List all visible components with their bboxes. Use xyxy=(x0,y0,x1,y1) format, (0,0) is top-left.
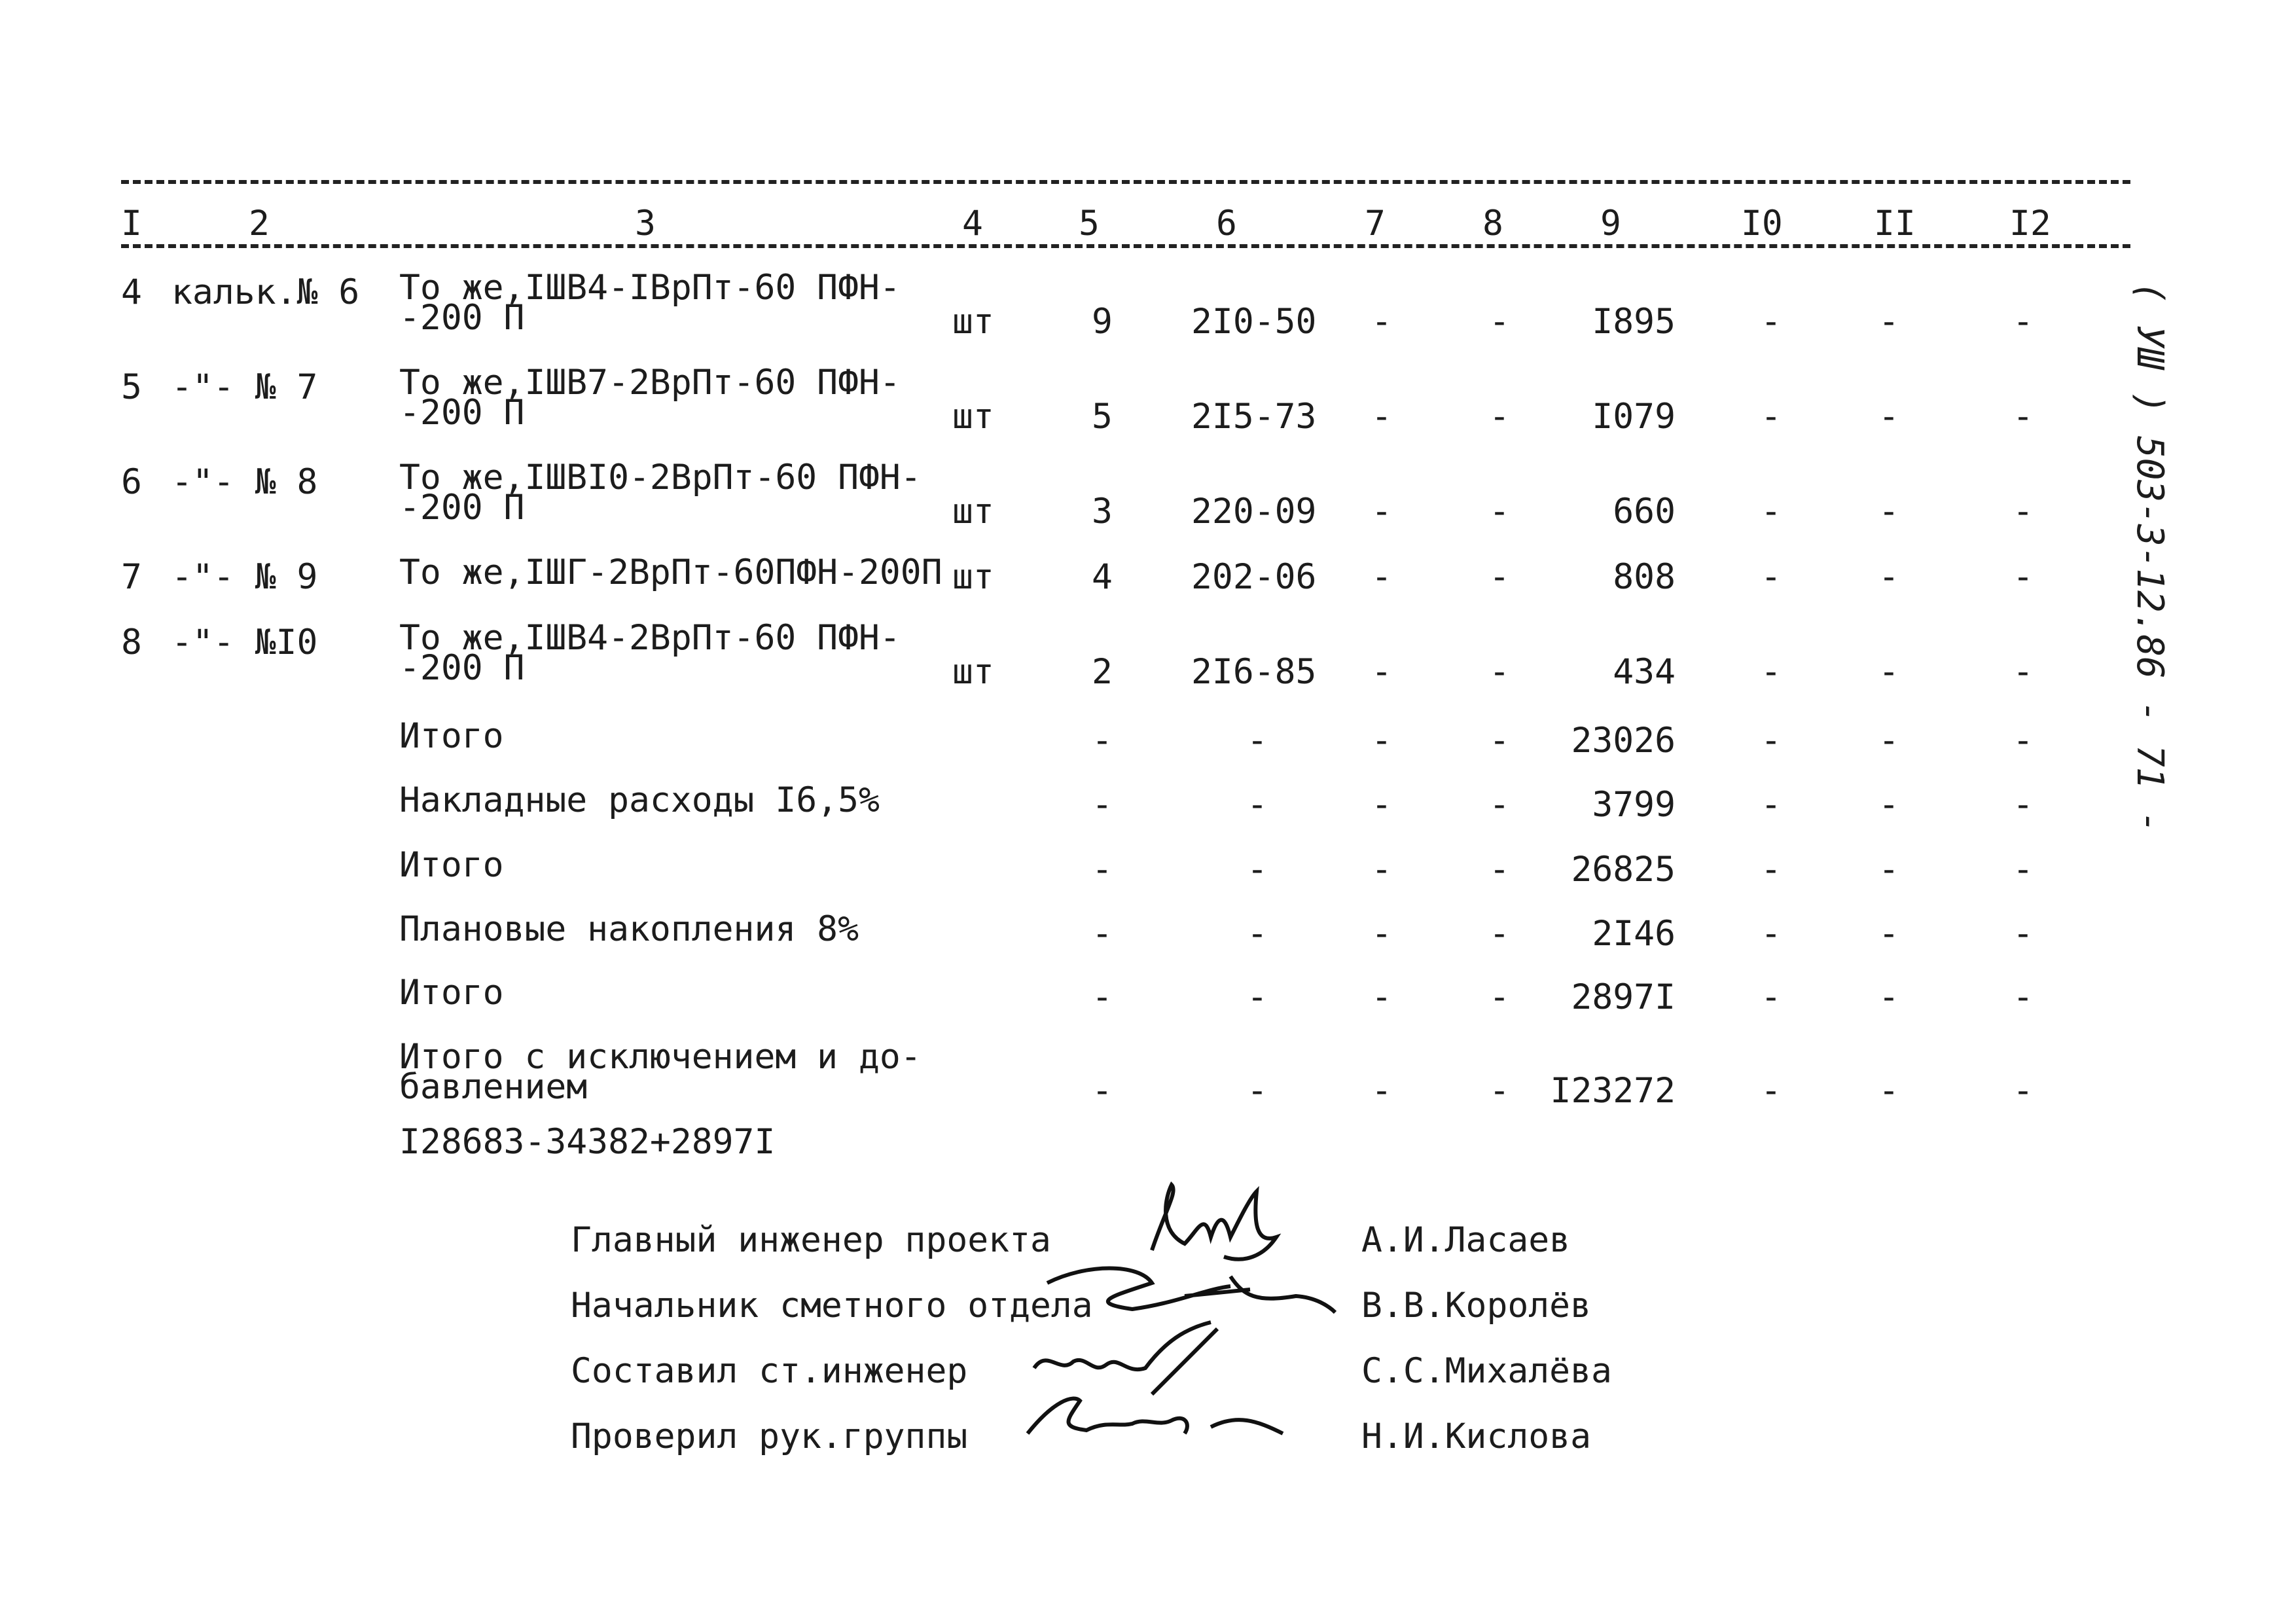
row-col8: - xyxy=(1489,557,1510,597)
sig-role-compiler: Составил ст.инженер xyxy=(571,1351,968,1391)
summary-col8: - xyxy=(1489,1071,1510,1111)
col-header-5: 5 xyxy=(1079,204,1100,244)
row-col11: - xyxy=(1878,652,1899,692)
summary-col6: - xyxy=(1247,977,1268,1017)
row-col11: - xyxy=(1878,397,1899,437)
row-total: 434 xyxy=(1613,652,1676,692)
row-col12: - xyxy=(2013,492,2034,532)
sig-name-estimate-head: В.В.Королёв xyxy=(1361,1286,1591,1326)
summary-col7: - xyxy=(1371,914,1392,954)
summary-col8: - xyxy=(1489,850,1510,890)
row-total: I079 xyxy=(1592,397,1676,437)
summary-col7: - xyxy=(1371,850,1392,890)
row-number: 7 xyxy=(121,557,142,597)
top-rule xyxy=(121,180,2130,184)
summary-col10: - xyxy=(1761,977,1782,1017)
row-col10: - xyxy=(1761,492,1782,532)
row-unit-price: 2I6-85 xyxy=(1191,652,1317,692)
row-description: То же,IШГ-2ВрПт-60ПФН-200П xyxy=(399,552,942,592)
summary-col11: - xyxy=(1878,850,1899,890)
col-header-3: 3 xyxy=(635,204,656,244)
col-header-8: 8 xyxy=(1482,204,1503,244)
summary-col11: - xyxy=(1878,977,1899,1017)
row-col8: - xyxy=(1489,652,1510,692)
row-unit: шт xyxy=(952,397,994,437)
row-number: 4 xyxy=(121,272,142,312)
row-col11: - xyxy=(1878,557,1899,597)
row-quantity: 3 xyxy=(1092,492,1113,532)
row-col12: - xyxy=(2013,397,2034,437)
row-reference: -"- №I0 xyxy=(171,623,318,662)
summary-label: Итого с исключением и до- бавлением xyxy=(399,1037,922,1107)
row-quantity: 2 xyxy=(1092,652,1113,692)
sig-role-estimate-head: Начальник сметного отдела xyxy=(571,1286,1093,1326)
col-header-11: II xyxy=(1874,204,1916,244)
sig-role-checker: Проверил рук.группы xyxy=(571,1416,968,1456)
summary-col8: - xyxy=(1489,914,1510,954)
col-header-10: I0 xyxy=(1741,204,1783,244)
summary-col10: - xyxy=(1761,850,1782,890)
row-col10: - xyxy=(1761,397,1782,437)
summary-col11: - xyxy=(1878,721,1899,761)
row-reference: -"- № 7 xyxy=(171,367,318,407)
row-unit-price: 2I5-73 xyxy=(1191,397,1317,437)
row-number: 8 xyxy=(121,623,142,662)
summary-col7: - xyxy=(1371,785,1392,825)
row-quantity: 5 xyxy=(1092,397,1113,437)
row-col11: - xyxy=(1878,492,1899,532)
summary-col5: - xyxy=(1092,977,1113,1017)
sig-name-chief-engineer: А.И.Ласаев xyxy=(1361,1220,1571,1260)
summary-total: 26825 xyxy=(1571,850,1676,890)
row-unit: шт xyxy=(952,652,994,692)
summary-col7: - xyxy=(1371,977,1392,1017)
summary-col10: - xyxy=(1761,721,1782,761)
summary-col10: - xyxy=(1761,785,1782,825)
row-total: I895 xyxy=(1592,302,1676,342)
summary-col10: - xyxy=(1761,1071,1782,1111)
summary-col8: - xyxy=(1489,721,1510,761)
summary-col12: - xyxy=(2013,977,2034,1017)
sig-name-checker: Н.И.Кислова xyxy=(1361,1416,1591,1456)
summary-formula: I28683-34382+2897I xyxy=(399,1122,776,1162)
summary-total: 2897I xyxy=(1571,977,1676,1017)
summary-col8: - xyxy=(1489,785,1510,825)
summary-label: Итого xyxy=(399,716,504,756)
row-unit: шт xyxy=(952,492,994,532)
row-col10: - xyxy=(1761,302,1782,342)
summary-col10: - xyxy=(1761,914,1782,954)
signature-kislova xyxy=(1014,1381,1289,1453)
row-number: 6 xyxy=(121,462,142,502)
summary-col8: - xyxy=(1489,977,1510,1017)
summary-total: I23272 xyxy=(1550,1071,1676,1111)
row-unit: шт xyxy=(952,557,994,597)
row-col7: - xyxy=(1371,492,1392,532)
summary-col7: - xyxy=(1371,721,1392,761)
row-total: 808 xyxy=(1613,557,1676,597)
col-header-6: 6 xyxy=(1216,204,1237,244)
sig-name-compiler: С.С.Михалёва xyxy=(1361,1351,1612,1391)
summary-col6: - xyxy=(1247,785,1268,825)
row-total: 660 xyxy=(1613,492,1676,532)
row-description: То же,IШВ4-IВрПт-60 ПФН- -200 П xyxy=(399,268,901,338)
row-quantity: 4 xyxy=(1092,557,1113,597)
summary-total: 3799 xyxy=(1592,785,1676,825)
col-header-7: 7 xyxy=(1365,204,1386,244)
row-reference: -"- № 9 xyxy=(171,557,318,597)
summary-col12: - xyxy=(2013,914,2034,954)
row-unit-price: 2I0-50 xyxy=(1191,302,1317,342)
summary-col5: - xyxy=(1092,914,1113,954)
col-header-12: I2 xyxy=(2009,204,2051,244)
row-col12: - xyxy=(2013,557,2034,597)
summary-col5: - xyxy=(1092,785,1113,825)
summary-label: Итого xyxy=(399,845,504,885)
summary-col11: - xyxy=(1878,1071,1899,1111)
summary-col12: - xyxy=(2013,1071,2034,1111)
summary-col5: - xyxy=(1092,721,1113,761)
row-col8: - xyxy=(1489,492,1510,532)
row-description: То же,IШВI0-2ВрПт-60 ПФН- -200 П xyxy=(399,458,922,528)
col-header-4: 4 xyxy=(962,204,983,244)
row-col11: - xyxy=(1878,302,1899,342)
row-col12: - xyxy=(2013,652,2034,692)
row-col10: - xyxy=(1761,557,1782,597)
summary-label: Плановые накопления 8% xyxy=(399,909,859,949)
row-number: 5 xyxy=(121,367,142,407)
row-col10: - xyxy=(1761,652,1782,692)
summary-total: 23026 xyxy=(1571,721,1676,761)
row-col7: - xyxy=(1371,557,1392,597)
summary-col12: - xyxy=(2013,721,2034,761)
col-header-9: 9 xyxy=(1600,204,1621,244)
header-rule xyxy=(121,244,2130,248)
side-stamp: ( УШ ) 503-3-12.86 - 71 - xyxy=(2128,281,2171,833)
summary-col6: - xyxy=(1247,721,1268,761)
row-unit-price: 220-09 xyxy=(1191,492,1317,532)
summary-col12: - xyxy=(2013,785,2034,825)
col-header-2: 2 xyxy=(249,204,270,244)
col-header-1: I xyxy=(121,204,142,244)
sig-role-chief-engineer: Главный инженер проекта xyxy=(571,1220,1051,1260)
summary-col5: - xyxy=(1092,1071,1113,1111)
signature-lasaev xyxy=(1126,1172,1322,1270)
summary-col11: - xyxy=(1878,785,1899,825)
row-col8: - xyxy=(1489,302,1510,342)
summary-col5: - xyxy=(1092,850,1113,890)
row-unit: шт xyxy=(952,302,994,342)
row-col7: - xyxy=(1371,397,1392,437)
summary-total: 2I46 xyxy=(1592,914,1676,954)
summary-label: Накладные расходы I6,5% xyxy=(399,780,880,820)
summary-label: Итого xyxy=(399,973,504,1013)
row-unit-price: 202-06 xyxy=(1191,557,1317,597)
summary-col6: - xyxy=(1247,1071,1268,1111)
row-col7: - xyxy=(1371,652,1392,692)
summary-col7: - xyxy=(1371,1071,1392,1111)
row-description: То же,IШВ4-2ВрПт-60 ПФН- -200 П xyxy=(399,618,901,688)
row-col7: - xyxy=(1371,302,1392,342)
summary-col12: - xyxy=(2013,850,2034,890)
summary-col11: - xyxy=(1878,914,1899,954)
row-quantity: 9 xyxy=(1092,302,1113,342)
row-reference: кальк.№ 6 xyxy=(171,272,360,312)
row-reference: -"- № 8 xyxy=(171,462,318,502)
row-col8: - xyxy=(1489,397,1510,437)
summary-col6: - xyxy=(1247,850,1268,890)
summary-col6: - xyxy=(1247,914,1268,954)
row-description: То же,IШВ7-2ВрПт-60 ПФН- -200 П xyxy=(399,363,901,433)
row-col12: - xyxy=(2013,302,2034,342)
